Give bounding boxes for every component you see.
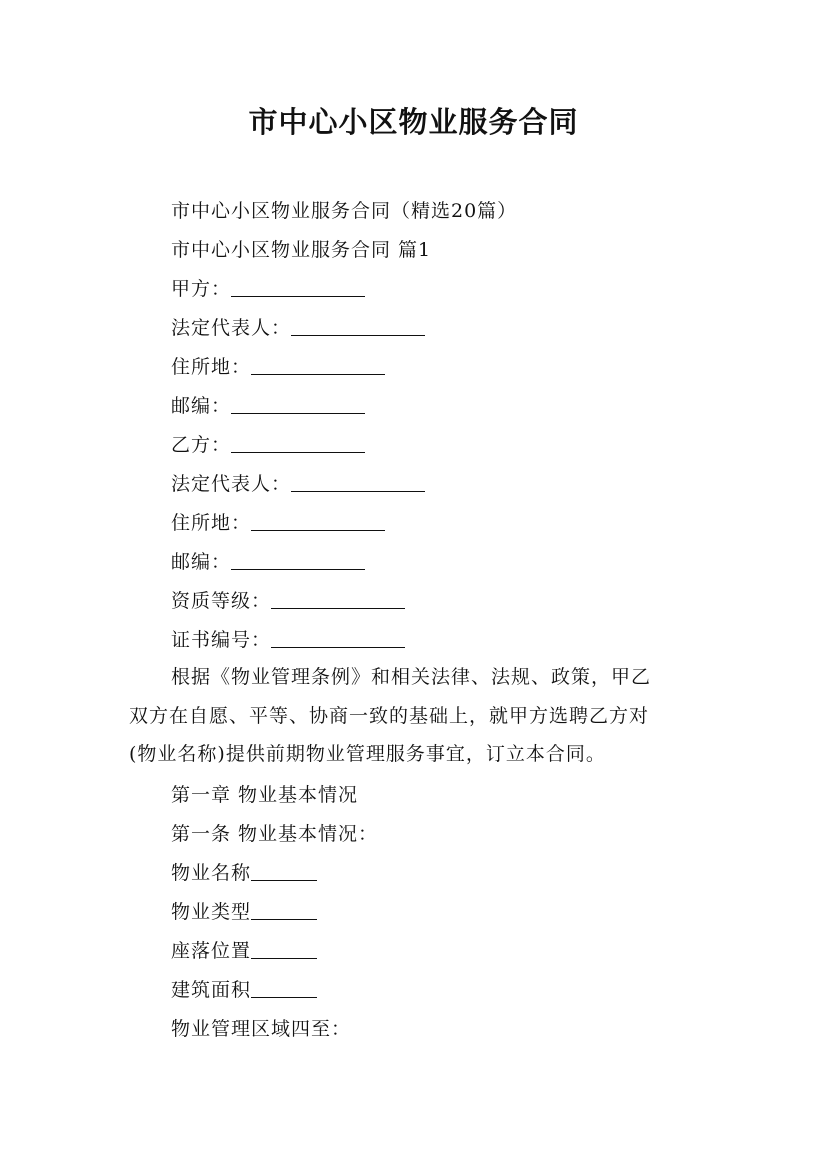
property-area-blank [251, 979, 317, 998]
party-b-blank [231, 434, 365, 453]
party-b-postcode-label: 邮编： [171, 551, 232, 573]
property-name-line [171, 860, 317, 886]
party-a-rep-label: 法定代表人： [171, 317, 292, 339]
property-type-line [171, 899, 317, 925]
party-b-address-line [171, 510, 385, 536]
property-type-blank [251, 901, 317, 920]
preamble-line: (物业名称)提供前期物业管理服务事宜，订立本合同。 [129, 743, 606, 765]
preamble-line: 双方在自愿、平等、协商一致的基础上，就甲方选聘乙方对 [129, 704, 650, 727]
preamble-text: 根据《物业管理条例》和相关法律、法规、政策，甲乙 [171, 666, 652, 688]
chapter-heading: 第一章 物业基本情况 [171, 784, 359, 806]
party-b-rep-label: 法定代表人： [171, 473, 292, 495]
property-location-label: 座落位置 [171, 940, 252, 962]
property-location-line [171, 938, 317, 964]
party-b-certificate-blank [271, 629, 405, 648]
property-area-label: 建筑面积 [171, 979, 252, 1001]
party-b-certificate-label: 证书编号： [171, 629, 272, 651]
article-heading: 第一条 物业基本情况： [171, 823, 379, 845]
party-a-address-line [171, 354, 385, 380]
party-b-line [171, 432, 365, 458]
party-b-qualification-blank [271, 590, 405, 609]
party-a-address-blank [251, 356, 385, 375]
party-b-address-blank [251, 512, 385, 531]
party-b-postcode-line [171, 549, 365, 575]
property-name-blank [251, 862, 317, 881]
party-a-postcode-line [171, 393, 365, 419]
party-b-qualification-label: 资质等级： [171, 590, 272, 612]
party-b-rep-blank [291, 473, 425, 492]
party-b-postcode-blank [231, 551, 365, 570]
property-location-blank [251, 940, 317, 959]
preamble-line [129, 658, 709, 697]
party-a-line [171, 276, 365, 302]
party-a-address-label: 住所地： [171, 356, 252, 378]
party-a-postcode-blank [231, 395, 365, 414]
preamble-paragraph [129, 658, 709, 774]
subtitle: 市中心小区物业服务合同（精选20篇） [171, 200, 518, 222]
party-b-certificate-line [171, 627, 405, 653]
party-a-label: 甲方： [171, 278, 232, 300]
party-a-postcode-label: 邮编： [171, 395, 232, 417]
page-title: 市中心小区物业服务合同 [248, 105, 579, 139]
section-heading: 市中心小区物业服务合同 篇1 [171, 239, 432, 261]
party-b-qualification-line [171, 588, 405, 614]
party-b-label: 乙方： [171, 434, 232, 456]
party-a-rep-line [171, 315, 425, 341]
boundary-label: 物业管理区域四至： [171, 1018, 352, 1040]
party-a-blank [231, 278, 365, 297]
property-type-label: 物业类型 [171, 901, 252, 923]
property-name-label: 物业名称 [171, 862, 252, 884]
party-b-rep-line [171, 471, 425, 497]
party-b-address-label: 住所地： [171, 512, 252, 534]
party-a-rep-blank [291, 317, 425, 336]
property-area-line [171, 977, 317, 1003]
